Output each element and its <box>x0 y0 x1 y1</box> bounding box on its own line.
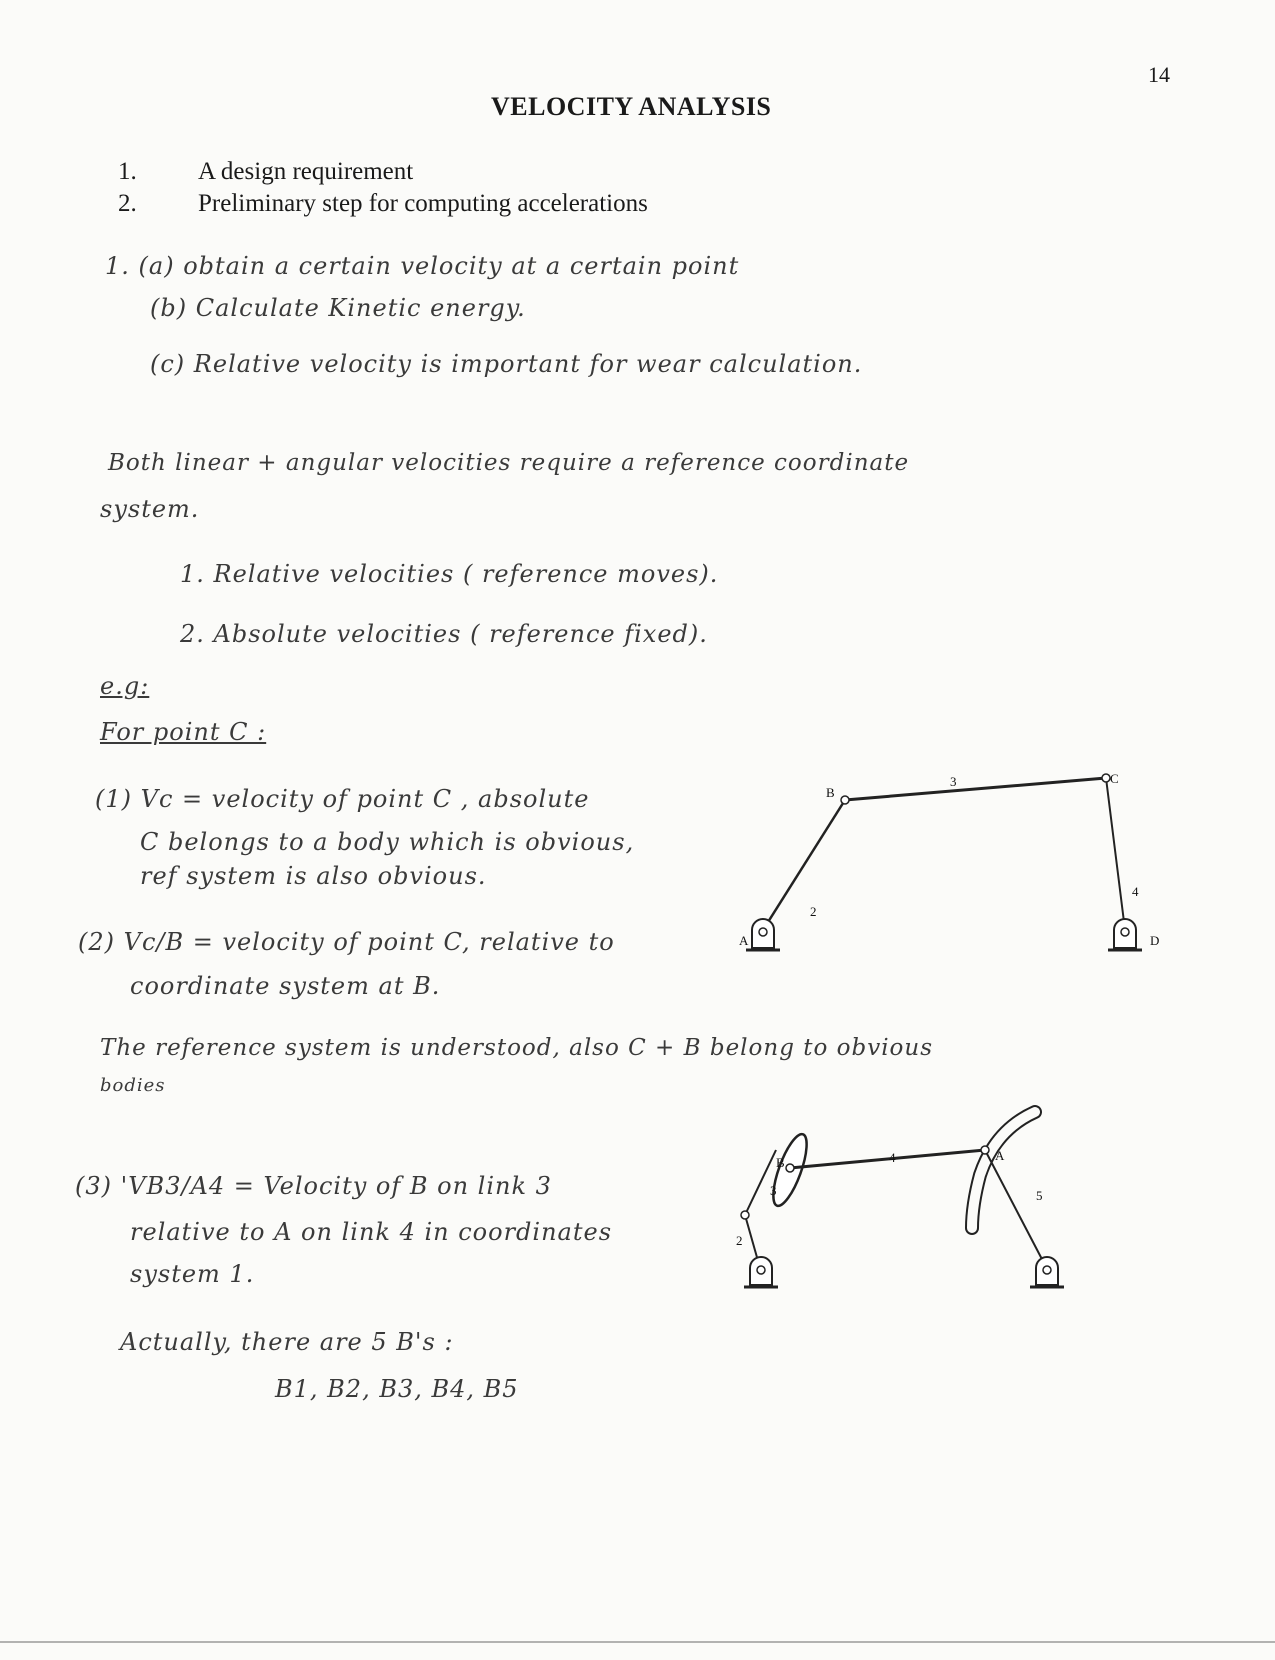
ground-pivot-icon <box>744 1257 778 1287</box>
note-line: C belongs to a body which is obvious, <box>140 828 635 856</box>
note-line: Actually, there are 5 B's : <box>120 1328 454 1356</box>
note-line: (b) Calculate Kinetic energy. <box>150 294 526 322</box>
note-line: relative to A on link 4 in coordinates <box>130 1218 613 1246</box>
link-label: 3 <box>950 774 957 789</box>
note-line: (c) Relative velocity is important for wear calculation. <box>150 350 863 378</box>
note-line: Both linear + angular velocities require a reference coordinate <box>108 450 910 476</box>
ground-pivot-icon <box>746 919 780 950</box>
note-line: (1) Vc = velocity of point C , absolute <box>95 785 590 813</box>
link-label: 2 <box>736 1233 743 1248</box>
four-bar-linkage-diagram <box>746 774 1142 950</box>
link-label: 3 <box>770 1183 777 1198</box>
page-title: VELOCITY ANALYSIS <box>491 92 772 121</box>
ground-pivot-icon <box>1030 1257 1064 1287</box>
list-item: A design requirement <box>198 158 414 185</box>
link-label: 5 <box>1036 1188 1043 1203</box>
note-line: system. <box>100 495 200 523</box>
point-label: A <box>739 933 749 948</box>
note-line: 1. (a) obtain a certain velocity at a certain point <box>105 252 740 280</box>
eg-heading: e.g: <box>100 672 150 700</box>
note-line: bodies <box>100 1075 166 1096</box>
point-label: D <box>1150 933 1160 948</box>
for-point-heading: For point C : <box>100 718 267 746</box>
note-line: 2. Absolute velocities ( reference fixed). <box>180 620 708 648</box>
slotted-linkage-diagram <box>741 1112 1064 1287</box>
point-label: C <box>1110 771 1119 786</box>
point-label: B <box>776 1155 785 1170</box>
ground-pivot-icon <box>1108 919 1142 950</box>
note-line: coordinate system at B. <box>130 972 441 1000</box>
list-item: Preliminary step for computing accelerations <box>198 190 648 217</box>
note-line: ref system is also obvious. <box>140 862 487 890</box>
note-line: B1, B2, B3, B4, B5 <box>275 1375 519 1403</box>
list-number: 1. <box>118 158 137 185</box>
page-number: 14 <box>1148 62 1170 87</box>
note-line: (3) 'VB3/A4 = Velocity of B on link 3 <box>75 1172 552 1200</box>
link-label: 2 <box>810 904 817 919</box>
note-line: (2) Vc/B = velocity of point C, relative to <box>78 928 615 956</box>
point-label: B <box>826 785 835 800</box>
link-label: 4 <box>889 1150 896 1165</box>
point-label: A <box>995 1148 1005 1163</box>
note-line: The reference system is understood, also C + B belong to obvious <box>100 1035 934 1061</box>
note-line: 1. Relative velocities ( reference moves). <box>180 560 719 588</box>
list-number: 2. <box>118 190 137 217</box>
note-line: system 1. <box>130 1260 255 1288</box>
link-label: 4 <box>1132 884 1139 899</box>
